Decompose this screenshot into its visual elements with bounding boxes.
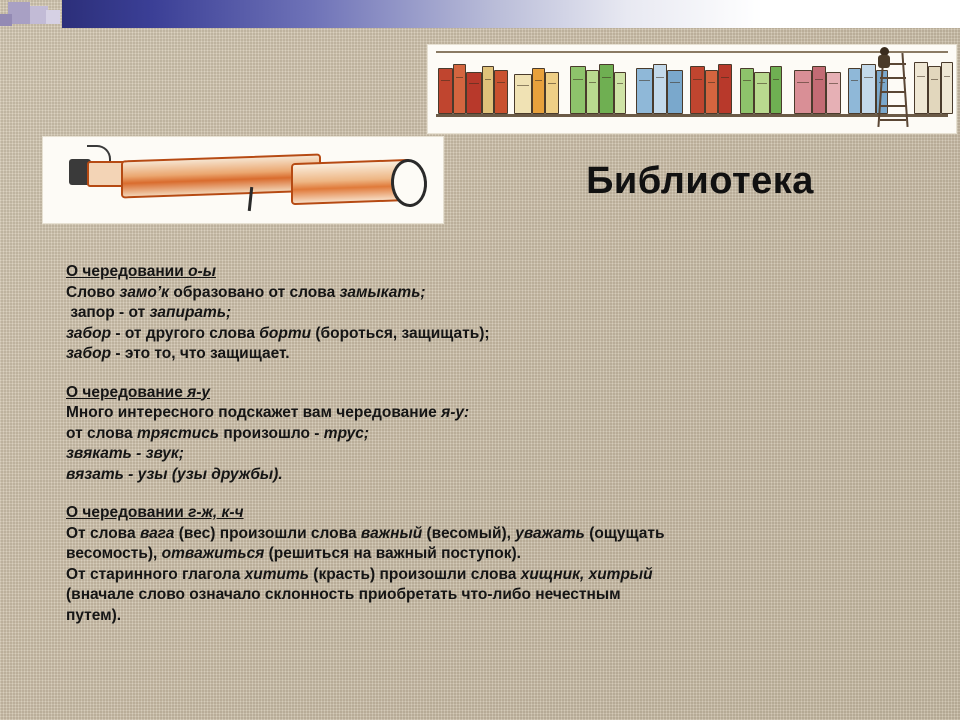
text-line [66, 303, 896, 324]
gradient-band [62, 0, 960, 28]
text-run: (красть) произошли слова [308, 565, 521, 583]
text-line [66, 544, 896, 565]
text-run: (бороться, защищать); [311, 324, 490, 342]
text-run: произошло - [219, 424, 324, 442]
book-spine [754, 72, 770, 114]
book-spine [690, 66, 705, 114]
text-run: путем). [66, 606, 122, 624]
text-line [66, 465, 896, 486]
paragraph-heading [66, 262, 896, 283]
text-line [66, 424, 896, 445]
text-line [66, 565, 896, 586]
book-spine [812, 66, 826, 114]
heading-italic: о-ы [188, 263, 216, 280]
text-run-italic: я-у: [441, 404, 470, 421]
text-run-italic: трястись [136, 424, 220, 442]
book-spine [636, 68, 653, 114]
book-spine [614, 72, 626, 114]
book-spine [482, 66, 494, 114]
text-run: - это то, что защищает. [111, 345, 290, 362]
book-spine [928, 66, 941, 114]
book-spine [514, 74, 532, 114]
book-spine [667, 70, 683, 114]
book-spine [826, 72, 841, 114]
text-run: от слова [66, 424, 137, 442]
text-run-italic: замыкать; [339, 283, 426, 301]
decor-square [46, 10, 60, 24]
text-line [66, 403, 896, 424]
ladder-rung [880, 105, 906, 107]
heading-plain: О чередовании [66, 263, 189, 280]
person-icon [872, 47, 898, 73]
text-run: Слово [66, 283, 120, 301]
book-spine [438, 68, 453, 114]
book-spine [653, 64, 667, 114]
text-line [66, 324, 896, 345]
text-run: Много интересного подскажет вам чередование [66, 404, 442, 421]
text-run: запор - от [66, 304, 150, 321]
text-line [66, 283, 896, 304]
book-spine [740, 68, 754, 114]
text-run: (ощущать [584, 524, 665, 542]
book-spine [453, 64, 466, 114]
decor-square [0, 14, 12, 26]
text-run-italic: звякать - звук; [66, 445, 184, 462]
text-run-italic: уважать [515, 524, 585, 542]
person-body [878, 55, 890, 68]
heading-plain: О чередовании [66, 504, 189, 521]
text-run-italic: отважиться [161, 545, 265, 562]
text-run: - от другого слова [111, 324, 260, 342]
text-run: весомость), [66, 545, 162, 562]
text-run: образовано от слова [169, 283, 340, 301]
text-run: (вес) произошли слова [174, 524, 361, 542]
slide-body-text [66, 262, 896, 626]
text-run: (весомый), [422, 524, 516, 542]
book-spine [848, 68, 861, 114]
heading-italic: я-у [187, 383, 211, 401]
text-run: (вначале слово означало склонность приобретать что-либо нечестным [66, 586, 621, 603]
text-run-italic: трус; [323, 424, 370, 442]
text-paragraph [66, 503, 896, 626]
paragraph-heading [66, 503, 896, 524]
ladder-rung [880, 119, 906, 121]
book-spine [586, 70, 599, 114]
book-spine [532, 68, 545, 114]
heading-italic: г-ж, к-ч [188, 504, 244, 521]
text-run-italic: забор [66, 324, 112, 342]
text-line [66, 344, 896, 365]
text-paragraph [66, 383, 896, 486]
text-line [66, 585, 896, 606]
book-spine [570, 66, 586, 114]
text-run: От слова [66, 524, 140, 542]
bookshelf-image [427, 44, 957, 134]
shelf-board [436, 114, 948, 117]
text-run-italic: хищник, хитрый [520, 565, 653, 583]
book-spine [466, 72, 482, 114]
book-spine [545, 72, 559, 114]
ladder-rung [880, 91, 906, 93]
text-run: (решиться на важный поступок). [264, 545, 521, 562]
text-line [66, 606, 896, 627]
text-paragraph [66, 262, 896, 365]
book-spine [941, 62, 953, 114]
text-run-italic: вязать - узы (узы дружбы). [66, 465, 283, 483]
book-spine [494, 70, 508, 114]
text-run-italic: важный [360, 524, 423, 542]
text-run: От старинного глагола [66, 565, 245, 583]
text-run-italic: забор [66, 345, 112, 362]
book-spine [914, 62, 928, 114]
ladder-rung [880, 77, 906, 79]
book-spine [599, 64, 614, 114]
heading-plain: О чередование [66, 383, 188, 401]
text-run-italic: хитить [244, 565, 309, 583]
book-spine [718, 64, 732, 114]
paragraph-heading [66, 383, 896, 404]
book-spine [705, 70, 718, 114]
telescope-image [42, 136, 444, 224]
page-title: Библиотека [586, 160, 814, 202]
book-spine [770, 66, 782, 114]
text-run-italic: запирать; [149, 304, 232, 321]
text-run-italic: борти [259, 324, 312, 342]
text-run-italic: замо’к [119, 283, 170, 301]
text-line [66, 444, 896, 465]
book-spine [794, 70, 812, 114]
text-line [66, 524, 896, 545]
decorative-top-band [0, 0, 960, 30]
text-run-italic: вага [139, 524, 175, 542]
